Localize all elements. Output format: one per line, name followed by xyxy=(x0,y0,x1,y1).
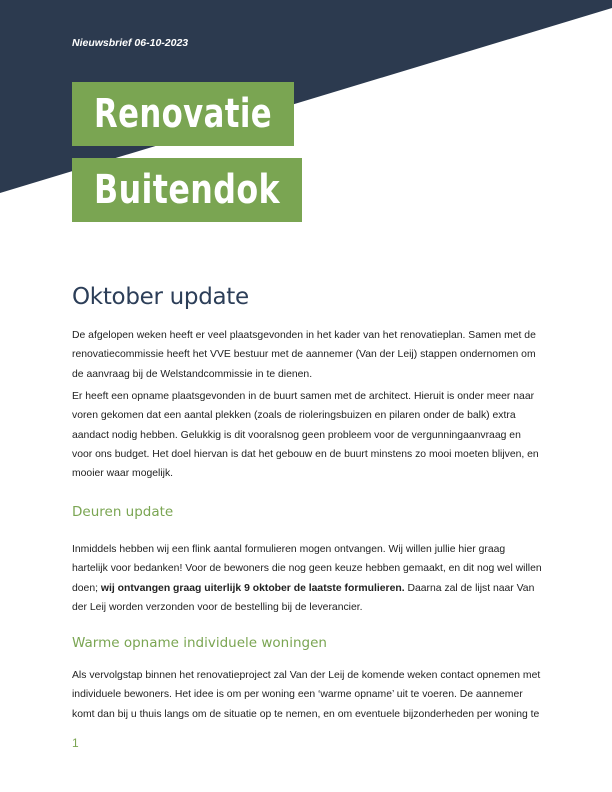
inspection-heading: Warme opname individuele woningen xyxy=(72,635,327,651)
doors-text-after: Daarna zal de lijst naar Van der Leij worden verzonden voor de bestelling bij de leverancier. xyxy=(72,582,535,613)
inspection-paragraph: Als vervolgstap binnen het renovatieproject zal Van der Leij de komende weken contact opnemen met individuele bewoners. Het idee is om per woning een ‘warme opname’ uit te voeren. De aannemer komt dan bij u thuis langs om de situatie op te nemen, en om eventuele bijzonderheden per woning te xyxy=(72,670,541,720)
doors-text-before: Inmiddels hebben wij een flink aantal formulieren mogen ontvangen. Wij willen jullie hier graag hartelijk voor bedanken! Voor de bewoners die nog geen keuze hebben gemaakt, en dit nog wel willen doen; xyxy=(72,544,542,594)
doors-deadline: wij ontvangen graag uiterlijk 9 oktober de laatste formulieren. xyxy=(100,582,405,594)
title-line-1 xyxy=(72,82,294,146)
newsletter-date: Nieuwsbrief 06-10-2023 xyxy=(72,37,189,49)
page-number: 1 xyxy=(72,736,79,750)
intro-paragraph-2: Er heeft een opname plaatsgevonden in de buurt samen met de architect. Hieruit is onder meer naar voren gekomen dat een aantal plekken (zoals de rioleringsbuizen en pilaren onder de balk) extra aandact nodig hebben. Gelukkig is dit vooralsnog geen probleem voor de vergunningaanvraag en voor ons budget. Het doel hiervan is dat het gebouw en de buurt minstens zo mooi moeten blijven, en mooier waar mogelijk. xyxy=(72,391,539,480)
doors-paragraph xyxy=(72,540,542,617)
doors-heading: Deuren update xyxy=(72,504,174,520)
title-line-2-text: Buitendok xyxy=(94,167,280,213)
title-line-2 xyxy=(72,158,302,222)
intro-paragraph-1: De afgelopen weken heeft er veel plaatsgevonden in het kader van het renovatieplan. Samen met de renovatiecommissie heeft het VVE bestuur met de aannemer (Van der Leij) stappen ondernomen om de aanvraag bij de Welstandcommissie in te dienen. xyxy=(72,330,536,380)
title-line-1-text: Renovatie xyxy=(94,91,272,137)
page-title: Oktober update xyxy=(72,284,249,310)
